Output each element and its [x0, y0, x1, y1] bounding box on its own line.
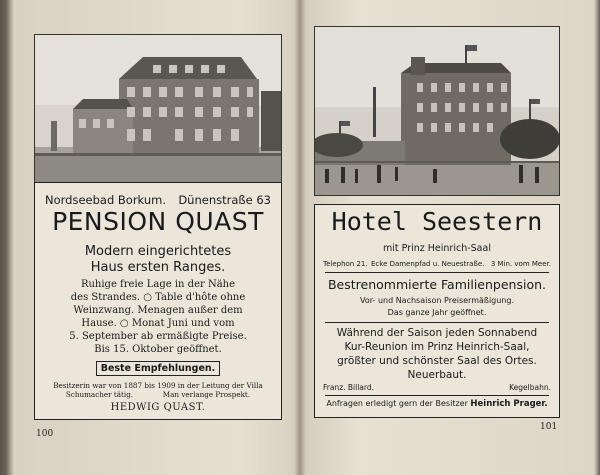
pension-body-6: Bis 15. Oktober geöffnet.: [94, 344, 222, 355]
location-label: Nordseebad Borkum.: [45, 193, 167, 207]
hotel-title: Hotel Seestern: [331, 207, 543, 236]
pension-subtitle-1: Modern eingerichtetes: [84, 244, 232, 259]
page-number-right: 101: [540, 422, 558, 432]
left-page: [14, 8, 296, 468]
pension-quast-ad: [34, 182, 282, 420]
right-page: [306, 8, 588, 468]
owner-note-1: Besitzerin war von 1887 bis 1909 in der Leitung der Villa: [53, 381, 263, 390]
address-label: Ecke Damenpfad u. Neuestraße.: [371, 260, 485, 268]
recommend-box: Beste Empfehlungen.: [96, 361, 221, 376]
divider-2: [325, 322, 549, 323]
hotel-sub-1: Vor- und Nachsaison Preisermäßigung.: [359, 296, 514, 305]
pension-subtitle-2: Haus ersten Ranges.: [90, 260, 226, 275]
pension-body-1: Ruhige freie Lage in der Nähe: [80, 279, 236, 290]
divider-3: [325, 395, 549, 396]
hotel-sub-2: Das ganze Jahr geöffnet.: [387, 308, 487, 317]
page-number-left: 100: [36, 429, 54, 439]
hotel-seestern-ad: [314, 204, 560, 418]
billiard-label: Franz. Billard.: [323, 383, 374, 392]
pension-body-2: des Strandes. ○ Table d'hôte ohne: [70, 292, 246, 303]
hotel-subtitle: mit Prinz Heinrich-Saal: [383, 243, 491, 254]
telephone-label: Telephon 21.: [323, 260, 368, 268]
street-label: Dünenstraße 63: [178, 193, 271, 207]
pension-body-4: Hause. ○ Monat Juni und vom: [81, 318, 235, 329]
hotel-body-3: größter und schönster Saal des Ortes.: [337, 355, 537, 367]
hotel-photo: [314, 26, 560, 196]
owner-name: Heinrich Prager.: [470, 399, 548, 409]
distance-label: 3 Min. vom Meer.: [490, 260, 551, 268]
pension-photo: [34, 34, 282, 186]
signature: HEDWIG QUAST.: [110, 402, 206, 413]
bowling-label: Kegelbahn.: [509, 383, 551, 392]
hotel-body-1: Während der Saison jeden Sonnabend: [336, 327, 538, 339]
pension-title: PENSION QUAST: [52, 207, 264, 236]
divider-1: [325, 272, 549, 273]
owner-note-2: Schumacher tätig. Man verlange Prospekt.: [65, 390, 251, 399]
hotel-body-2: Kur-Reunion im Prinz Heinrich-Saal,: [344, 341, 530, 353]
hotel-headline: Bestrenommierte Familienpension.: [327, 277, 546, 292]
hotel-body-4: Neuerbaut.: [407, 369, 467, 381]
inquiry-text: Anfragen erledigt gern der Besitzer: [326, 399, 468, 408]
pension-body-5: 5. September ab ermäßigte Preise.: [69, 331, 247, 342]
pension-body-3: Weinzwang. Menagen außer dem: [73, 305, 243, 316]
